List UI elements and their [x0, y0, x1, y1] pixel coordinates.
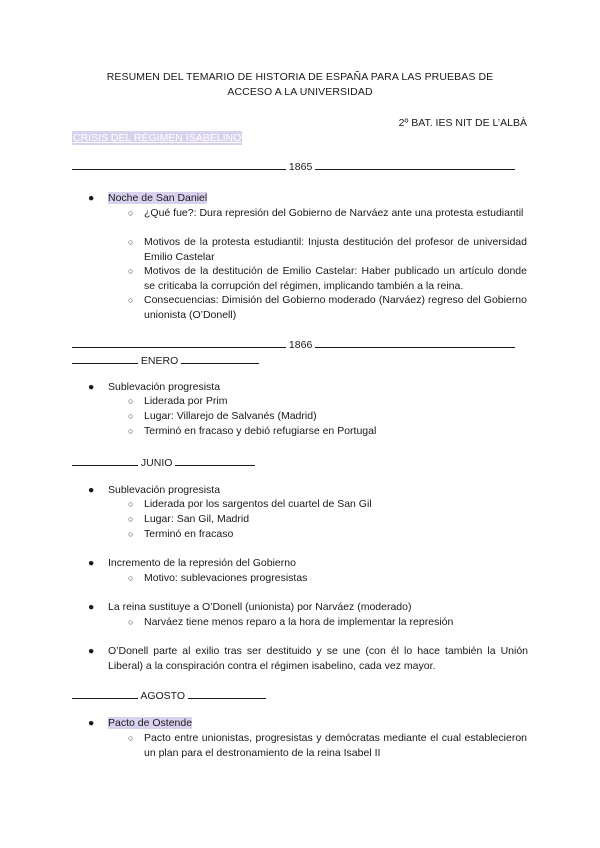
bullet-text: Incremento de la represión del Gobierno [108, 557, 296, 569]
sub-item-text: Terminó en fracaso [144, 528, 234, 540]
month-agosto: AGOSTO [140, 690, 186, 702]
year-separator-1865 [72, 159, 515, 174]
document-title [60, 70, 540, 100]
title-line-2: ACCESO A LA UNIVERSIDAD [227, 86, 373, 98]
sub-item-text: Liderada por Prim [144, 395, 228, 407]
sub-item-text: Lugar: Villarejo de Salvanés (Madrid) [144, 410, 317, 422]
month-enero: ENERO [140, 355, 179, 367]
sub-item-text: Pacto entre unionistas, progresistas y demócratas mediante el cual establecieron un plan para el destronamiento de la reina Isabel II [144, 732, 527, 759]
school-label: 2º BAT. IES NIT DE L’ALBÀ [398, 117, 527, 129]
year-1866: 1866 [288, 339, 313, 351]
month-junio: JUNIO [140, 457, 173, 469]
sub-item-text: ¿Qué fue?: Dura represión del Gobierno de Narváez ante una protesta estudiantil [144, 207, 524, 219]
month-separator-junio [72, 455, 255, 470]
section-heading: CRISIS DEL RÉGIMEN ISABELINO [73, 132, 242, 144]
bullet-text: La reina sustituye a O’Donell (unionista) por Narváez (moderado) [108, 601, 412, 613]
sub-item-text: Consecuencias: Dimisión del Gobierno moderado (Narváez) regreso del Gobierno unionista (O’Donell) [144, 294, 527, 321]
sub-item-text: Terminó en fracaso y debió refugiarse en Portugal [144, 425, 377, 437]
sub-item-text: Lugar: San Gil, Madrid [144, 513, 250, 525]
sub-item-text: Motivo: sublevaciones progresistas [144, 572, 308, 584]
sub-item-text: Narváez tiene menos reparo a la hora de implementar la represión [144, 616, 454, 628]
month-separator-agosto [72, 688, 266, 703]
sub-item-text: Liderada por los sargentos del cuartel de San Gil [144, 498, 372, 510]
bullet-pacto-ostende: Pacto de Ostende [108, 717, 193, 729]
year-1865: 1865 [288, 161, 313, 173]
sub-item-text: Motivos de la protesta estudiantil: Injusta destitución del profesor de universidad Emilio Castelar [144, 236, 527, 263]
bullet-text: Sublevación progresista [108, 381, 221, 393]
sub-item-text: Motivos de la destitución de Emilio Castelar: Haber publicado un artículo donde se criticaba la corrupción del régimen, implicando también a la reina. [144, 265, 527, 292]
month-separator-enero [72, 353, 259, 368]
year-separator-1866 [72, 337, 515, 352]
bullet-text: O’Donell parte al exilio tras ser destituido y se une (con él lo hace también la Unión Liberal) a la conspiración contra el régimen isabelino, cada vez mayor. [108, 645, 528, 672]
bullet-noche-san-daniel: Noche de San Daniel [108, 192, 208, 204]
document-page: RESUMEN DEL TEMARIO DE HISTORIA DE ESPAÑA PARA LAS PRUEBAS DE ACCESO A LA UNIVERSIDAD 2º BAT. IES NIT DE L’ALBÀ CRISIS DEL RÉGIMEN ISABELINO 1865 ● Noche de San Daniel ○ ¿Qué fue?: Dura represión del Gobierno de Narváez ante una protesta estudiantil ○ Motivos de la protesta estudiantil: Injusta destitución del profesor de universidad Emilio Castelar ○ Motivos de la destitución de Emilio Castelar: Haber publicado un artículo donde se criticaba la corrupción del régimen, implicando también a la reina. ○ Consecuencias: Dimisión del Gobierno moderado (Narváez) regreso del Gobierno unionista (O’Donell) 1866 ENERO ● Sublevación progresista ○ Liderada por Prim ○ Lugar: Villarejo de Salvanés (Madrid) ○ Terminó en fracaso y debió refugiarse en Portugal JUNIO ● Sublevación progresista ○ Liderada por los sargentos del cuartel de San Gil ○ Lugar: San Gil, Madrid ○ Terminó en fracaso ● Incremento de la represión del Gobierno ○ Motivo: sublevaciones progresistas ● La reina sustituye a O’Donell (unionista) por Narváez (moderado) ○ Narváez tiene menos reparo a la hora de implementar la represión ● O’Donell parte al exilio tras ser destituido y se une (con él lo hace también la Unión Liberal) a la conspiración contra el régimen isabelino, cada vez mayor. AGOSTO ● Pacto de Ostende ○ Pacto entre unionistas, progresistas y demócratas mediante el cual establecieron un plan para el destronamiento de la reina Isabel II [0, 0, 600, 848]
title-line-1: RESUMEN DEL TEMARIO DE HISTORIA DE ESPAÑA PARA LAS PRUEBAS DE [106, 71, 494, 83]
bullet-text: Sublevación progresista [108, 484, 221, 496]
